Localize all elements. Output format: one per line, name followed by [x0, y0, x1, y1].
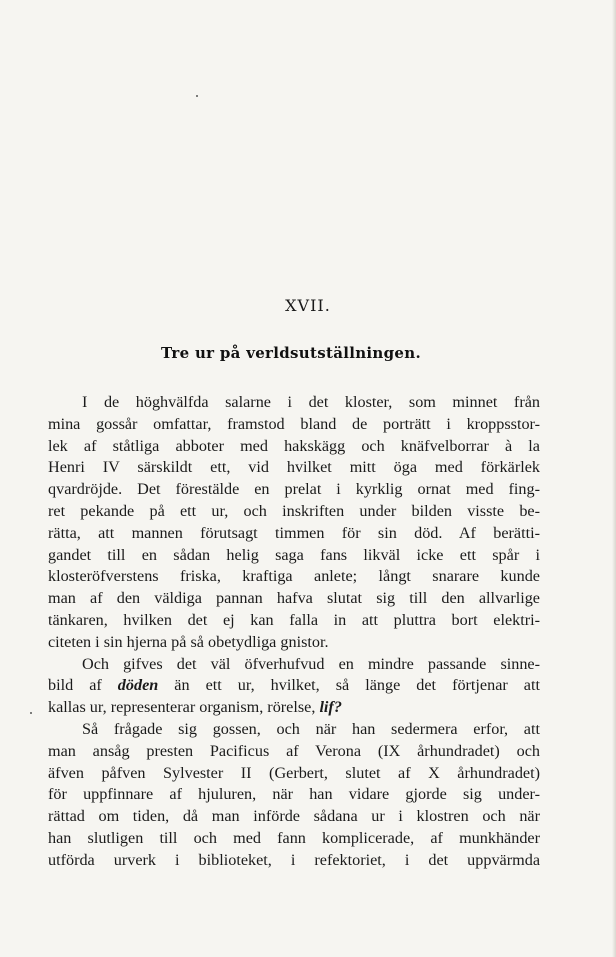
- text-line: ret pekande på ett ur, och inskriften under bilden visste be-: [48, 501, 540, 520]
- text-line: utförda urverk i biblioteket, i refektoriet, i det uppvärmda: [48, 850, 540, 869]
- text-line: klosteröfverstens friska, kraftiga anlete; långt snarare kunde: [48, 567, 540, 586]
- paragraph-2: [48, 654, 540, 719]
- emphasis-doden: döden: [117, 676, 159, 695]
- text-line: qvardröjde. Det förestälde en prelat i kyrklig ornat med fing-: [48, 480, 540, 499]
- emphasis-lif: lif?: [319, 698, 342, 717]
- text-line: I de höghvälfda salarne i det kloster, som minnet från: [82, 393, 540, 411]
- chapter-title: Tre ur på verldsutställningen.: [161, 344, 421, 362]
- text-line: [48, 697, 540, 719]
- text-run: bild af: [48, 676, 118, 695]
- text-line: man af den väldiga pannan hafva slutat sig till den allvarlige: [48, 589, 540, 608]
- paper-speck: [196, 95, 198, 97]
- text-run: kallas ur, representerar organism, rörelse,: [48, 698, 320, 717]
- body-text: [48, 392, 540, 872]
- text-line: Och gifves det väl öfverhufvud en mindre passande sinne-: [82, 654, 540, 673]
- text-line: han slutligen till och med fann komplicerade, af munkhänder: [48, 828, 540, 847]
- text-line: Så frågade sig gossen, och när han sedermera erfor, att: [82, 719, 540, 738]
- text-line: mina gossår omfattar, framstod bland de porträtt i kroppsstor-: [48, 414, 540, 433]
- text-line: äfven påfven Sylvester II (Gerbert, slutet af X århundradet): [48, 763, 540, 782]
- page-edge-shadow: [612, 0, 616, 957]
- paragraph-3: [48, 719, 540, 872]
- chapter-number: XVII.: [285, 296, 331, 315]
- text-line: rätta, att mannen förutsagt timmen för sin död. Af berätti-: [48, 523, 540, 542]
- text-line: gandet till en sådan helig saga fans likväl icke ett spår i: [48, 545, 540, 564]
- text-line: tänkaren, hvilken det ej kan falla in att pluttra bort elektri-: [48, 610, 540, 629]
- text-run: än ett ur, hvilket, så länge det förtjenar att: [158, 676, 540, 695]
- paragraph-1: [48, 392, 540, 654]
- text-line: lek af ståtliga abboter med hakskägg och knäfvelborrar à la: [48, 436, 540, 455]
- text-line: [48, 675, 540, 697]
- text-line: rättad om tiden, då man införde sådana ur i klostren och när: [48, 807, 540, 826]
- text-line: för uppfinnare af hjuluren, när han vidare gjorde sig under-: [48, 785, 540, 804]
- paper-speck: [30, 712, 32, 714]
- text-line: Henri IV särskildt ett, vid hvilket mitt öga med förkärlek: [48, 458, 540, 477]
- text-line: citeten i sin hjerna på så obetydliga gnistor.: [48, 632, 329, 651]
- text-line: man ansåg presten Pacificus af Verona (IX århundradet) och: [48, 741, 540, 760]
